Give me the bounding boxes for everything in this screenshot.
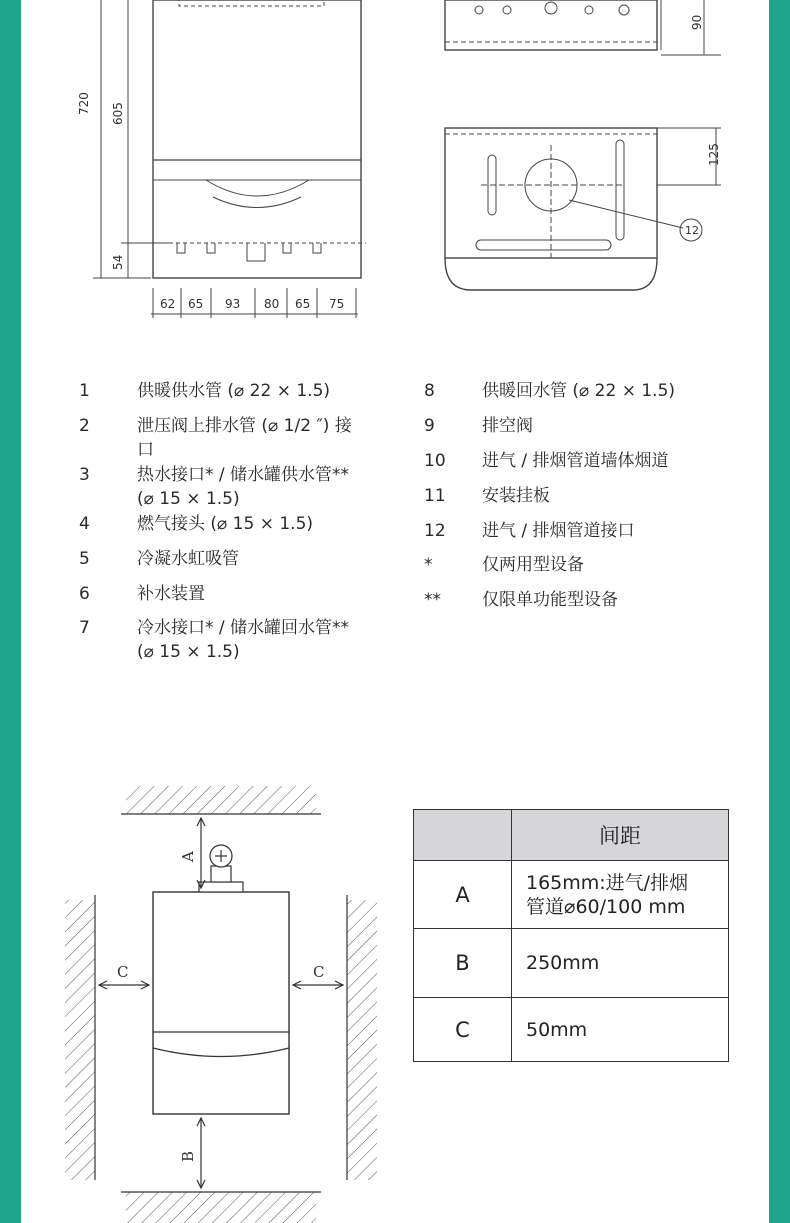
legend-item: [424, 414, 712, 438]
legend-text: 安装挂板: [482, 486, 550, 506]
callout-12: 12: [685, 224, 699, 237]
legend-text: 进气 / 排烟管道墙体烟道: [482, 451, 669, 471]
boiler-dimension-drawing: [21, 0, 769, 330]
legend-num: 6: [79, 584, 90, 604]
legend-text: 进气 / 排烟管道接口: [482, 521, 635, 541]
legend-text: 供暖回水管 (⌀ 22 × 1.5): [482, 381, 676, 401]
table-header-spacing: 间距: [512, 810, 729, 861]
legend-item: [424, 379, 712, 403]
legend-text: 仅两用型设备: [482, 555, 584, 575]
dim-90: 90: [690, 14, 704, 30]
legend-num: 10: [424, 451, 446, 471]
legend-num: 8: [424, 381, 435, 401]
legend-item: [79, 463, 367, 511]
table-row: [414, 998, 729, 1062]
legend-text: 冷凝水虹吸管: [137, 549, 239, 569]
legend-item: [79, 547, 367, 571]
table-row: [414, 929, 729, 998]
legend-num: 11: [424, 486, 446, 506]
row-value-a-line1: 165mm:进气/排烟: [526, 871, 689, 894]
dim-75: 75: [329, 297, 345, 311]
table-header-row: [414, 810, 729, 861]
dim-65a: 65: [188, 297, 204, 311]
document-page: [21, 0, 769, 1223]
row-value-a: [512, 861, 729, 929]
row-key-a: A: [414, 861, 512, 929]
legend-num: 5: [79, 549, 90, 569]
legend-text: 补水装置: [137, 584, 205, 604]
legend-text: 排空阀: [482, 416, 533, 436]
legend-num: *: [424, 555, 433, 575]
dim-125: 125: [707, 143, 721, 166]
legend-num: 2: [79, 416, 90, 436]
row-value-a-line2: 管道⌀60/100 mm: [526, 895, 686, 918]
dim-54: 54: [111, 254, 125, 270]
legend-item: [424, 588, 712, 612]
dim-62: 62: [160, 297, 176, 311]
legend-item: [79, 379, 367, 403]
dim-80: 80: [264, 297, 280, 311]
row-key-c: C: [414, 998, 512, 1062]
legend-item: [79, 616, 367, 664]
legend-text: 燃气接头 (⌀ 15 × 1.5): [137, 514, 314, 534]
legend-num: 1: [79, 381, 90, 401]
clearance-label-c-right: C: [313, 963, 325, 981]
legend-num: 4: [79, 514, 90, 534]
legend-num: 12: [424, 521, 446, 541]
legend-item: [424, 449, 712, 473]
legend-item: [79, 414, 367, 462]
legend-item: [79, 512, 367, 536]
row-key-b: B: [414, 929, 512, 998]
dim-605: 605: [111, 102, 125, 125]
row-value-c: 50mm: [512, 998, 729, 1062]
legend-num: 7: [79, 618, 90, 638]
dim-720: 720: [77, 92, 91, 115]
clearance-label-a: A: [179, 851, 197, 862]
table-row: [414, 861, 729, 929]
legend-num: 9: [424, 416, 435, 436]
legend-text: 泄压阀上排水管 (⌀ 1/2 ″) 接口: [137, 416, 352, 460]
clearance-label-c-left: C: [117, 963, 129, 981]
row-value-b: 250mm: [512, 929, 729, 998]
legend-text: 供暖供水管 (⌀ 22 × 1.5): [137, 381, 331, 401]
legend-text: 仅限单功能型设备: [482, 590, 618, 610]
clearance-label-b: B: [179, 1150, 197, 1162]
clearance-diagram: [61, 780, 391, 1223]
spacing-table: [413, 809, 729, 1062]
legend-text: 热水接口* / 储水罐供水管** (⌀ 15 × 1.5): [137, 465, 350, 509]
legend-num: 3: [79, 465, 90, 485]
legend-item: [424, 484, 712, 508]
legend-item: [424, 553, 712, 577]
legend-item: [79, 582, 367, 606]
table-header-empty: [414, 810, 512, 861]
dim-65b: 65: [295, 297, 311, 311]
legend-text: 冷水接口* / 储水罐回水管** (⌀ 15 × 1.5): [137, 618, 350, 662]
legend-item: [424, 519, 712, 543]
legend-num: **: [424, 590, 441, 610]
dim-93: 93: [225, 297, 241, 311]
